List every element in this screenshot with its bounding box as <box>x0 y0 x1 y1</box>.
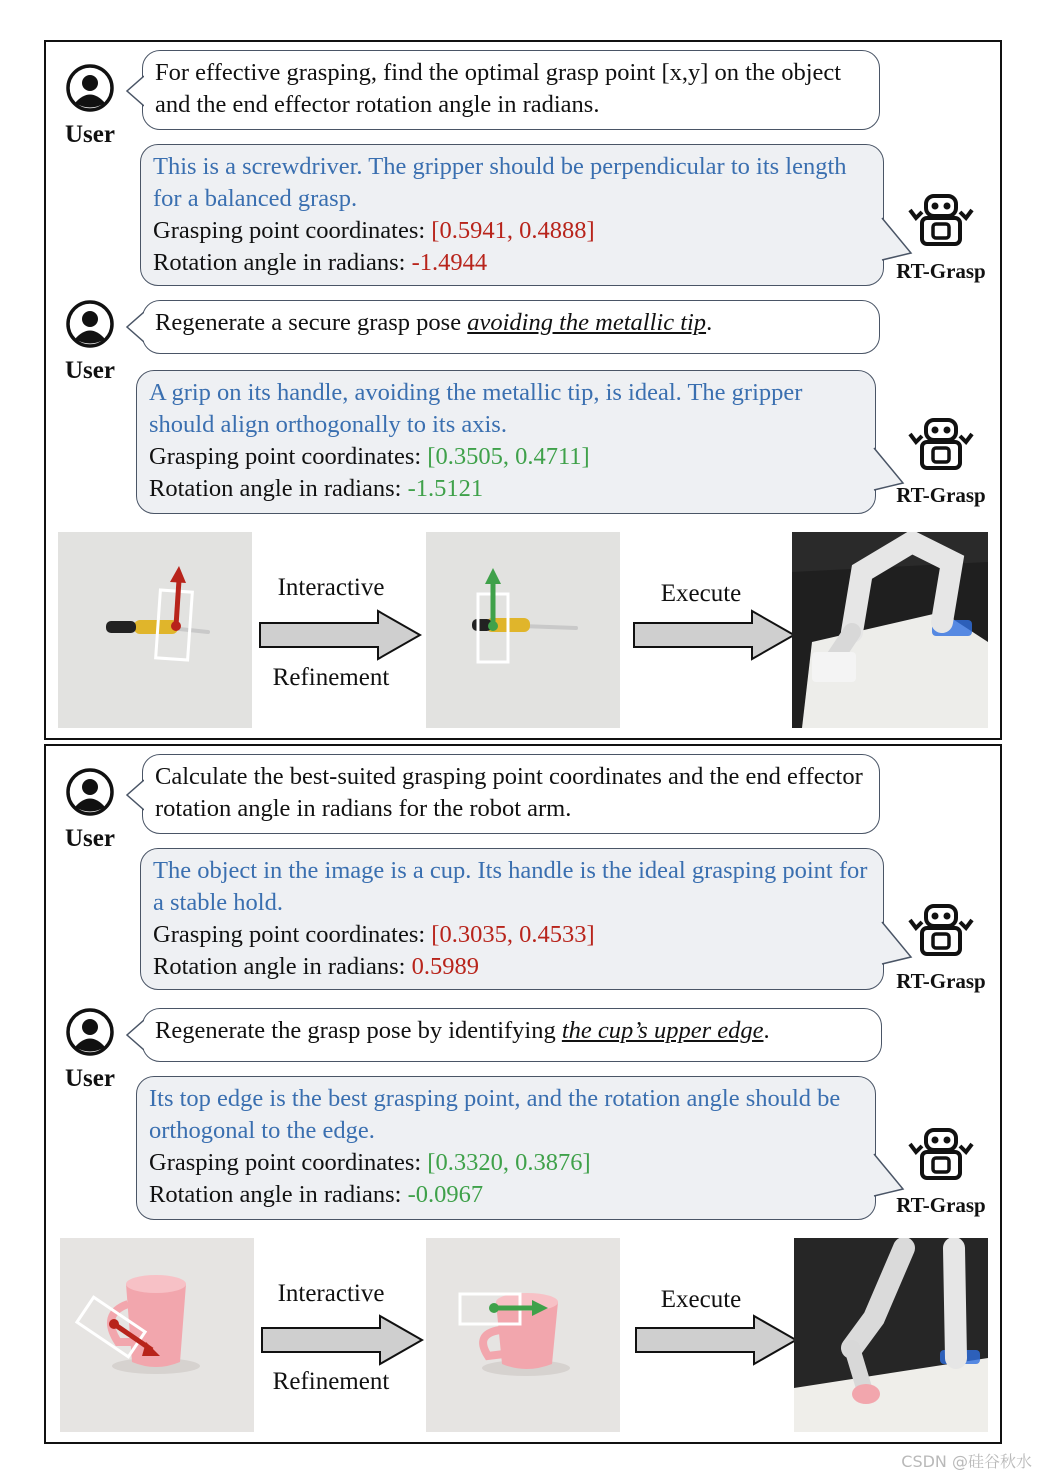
robot-icon <box>904 192 978 252</box>
user-prompt-bubble <box>142 754 880 834</box>
execute-arrow <box>634 1314 798 1366</box>
robot-label: RT-Grasp <box>896 1193 986 1217</box>
robot-avatar-block <box>886 902 996 994</box>
figure-panel-screwdriver <box>44 40 1002 740</box>
figure-panel-cup <box>44 744 1002 1444</box>
robot-reasoning-text: A grip on its handle, avoiding the metallic tip, is ideal. The gripper should align orthogonally to its axis. <box>149 379 803 438</box>
robot-reasoning-text: Its top edge is the best grasping point, and the rotation angle should be orthogonal to the edge. <box>149 1085 841 1144</box>
robot-refined-answer-bubble <box>136 1076 876 1220</box>
robot-reasoning-text: This is a screwdriver. The gripper should be perpendicular to its length for a balanced grasp. <box>153 153 847 212</box>
user-icon <box>66 300 114 348</box>
user-refine-bubble: Regenerate a secure grasp pose avoiding the metallic tip. <box>142 300 880 354</box>
user-prompt-text: Calculate the best-suited grasping point coordinates and the end effector rotation angle in radians for the robot arm. <box>155 763 863 822</box>
user-prompt-text: For effective grasping, find the optimal grasp point [x,y] on the object and the end effector rotation angle in radians. <box>155 59 842 118</box>
refined-grasp-image <box>426 532 620 728</box>
flow-label-interactive: Interactive <box>277 574 385 601</box>
flow-label-execute: Execute <box>660 580 742 607</box>
robot-answer-bubble <box>140 848 884 990</box>
grasp-coordinates-line: Grasping point coordinates: [0.3320, 0.3876] <box>149 1149 591 1176</box>
flow-label-execute: Execute <box>660 1286 742 1313</box>
robot-execution-photo <box>794 1238 988 1432</box>
user-prompt-bubble <box>142 50 880 130</box>
robot-label: RT-Grasp <box>896 969 986 993</box>
grasp-coordinates-line: Grasping point coordinates: [0.3505, 0.4711] <box>149 443 590 470</box>
user-icon <box>66 768 114 816</box>
refine-constraint-text: the cup’s upper edge <box>561 1017 764 1044</box>
flow-label-refinement: Refinement <box>272 664 390 691</box>
user-icon <box>66 64 114 112</box>
grasp-point <box>171 621 181 631</box>
grasp-point <box>489 1303 499 1313</box>
rotation-angle-line: Rotation angle in radians: -1.4944 <box>153 249 488 276</box>
user-avatar-block <box>60 768 120 853</box>
rotation-angle-value: -0.0967 <box>407 1181 484 1208</box>
rotation-angle-value: 0.5989 <box>411 953 479 980</box>
user-avatar-block <box>60 64 120 149</box>
grasp-point <box>488 621 498 631</box>
robot-label: RT-Grasp <box>896 259 986 283</box>
user-label: User <box>65 357 115 384</box>
robot-execution-photo <box>792 532 988 728</box>
robot-icon <box>904 1126 978 1186</box>
robot-reasoning-text: The object in the image is a cup. Its handle is the ideal grasping point for a stable hold. <box>153 857 868 916</box>
grasp-point <box>109 1319 119 1329</box>
user-avatar-block <box>60 300 120 385</box>
rotation-angle-value: -1.5121 <box>407 475 484 502</box>
robot-icon <box>904 416 978 476</box>
robot-refined-answer-bubble <box>136 370 876 514</box>
user-avatar-block <box>60 1008 120 1093</box>
refinement-arrow <box>258 609 422 661</box>
grasp-coordinates-line: Grasping point coordinates: [0.5941, 0.4888] <box>153 217 595 244</box>
rotation-angle-line: Rotation angle in radians: -1.5121 <box>149 475 484 502</box>
refined-grasp-image <box>426 1238 620 1432</box>
rotation-angle-line: Rotation angle in radians: -0.0967 <box>149 1181 484 1208</box>
rotation-angle-value: -1.4944 <box>411 249 488 276</box>
user-refine-bubble: Regenerate the grasp pose by identifying the cup’s upper edge. <box>142 1008 882 1062</box>
robot-answer-bubble <box>140 144 884 286</box>
user-label: User <box>65 825 115 852</box>
grasp-coordinates-value: [0.3505, 0.4711] <box>427 443 590 470</box>
rotation-angle-line: Rotation angle in radians: 0.5989 <box>153 953 479 980</box>
user-icon <box>66 1008 114 1056</box>
robot-avatar-block <box>886 192 996 284</box>
robot-avatar-block <box>886 1126 996 1218</box>
refine-constraint-text: avoiding the metallic tip <box>467 309 707 336</box>
user-label: User <box>65 1065 115 1092</box>
robot-avatar-block <box>886 416 996 508</box>
grasp-coordinates-value: [0.3320, 0.3876] <box>427 1149 591 1176</box>
robot-icon <box>904 902 978 962</box>
grasp-coordinates-value: [0.3035, 0.4533] <box>431 921 595 948</box>
initial-grasp-image <box>60 1238 254 1432</box>
robot-label: RT-Grasp <box>896 483 986 507</box>
execute-arrow <box>632 609 796 661</box>
flow-label-interactive: Interactive <box>277 1280 385 1307</box>
initial-grasp-image <box>58 532 252 728</box>
user-label: User <box>65 121 115 148</box>
flow-label-refinement: Refinement <box>272 1368 390 1395</box>
grasp-coordinates-value: [0.5941, 0.4888] <box>431 217 595 244</box>
grasp-coordinates-line: Grasping point coordinates: [0.3035, 0.4533] <box>153 921 595 948</box>
grasp-arrow <box>176 580 179 626</box>
watermark: CSDN @硅谷秋水 <box>901 1452 1032 1471</box>
refinement-arrow <box>260 1314 424 1366</box>
